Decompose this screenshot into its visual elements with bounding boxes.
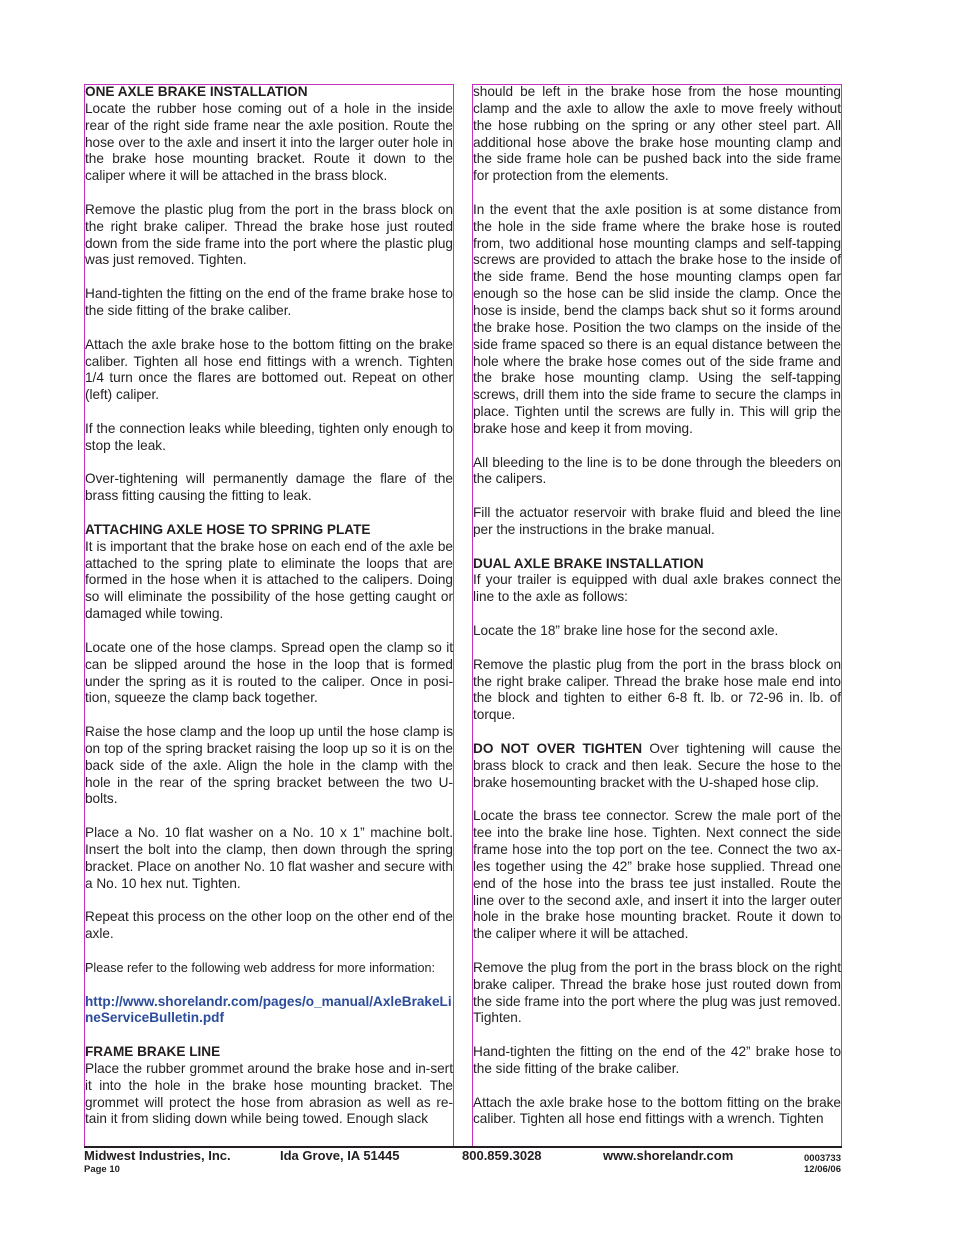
paragraph: In the event that the axle position is at some distance from the hole in the side frame where the brake hose is routed from, two additional hose mounting clamps and self-tapping screws are provided to attach the brake hose to the inside of the side frame. Bend the hose mounting clamps open far enough so the hose can be slid inside the clamp. Once the hose is inside, bend the clamps back shut so it forms around the brake hose. Position the two clamps on the inside of the side frame spaced so there is an equal distance between the hole where the brake hose comes out of the side frame and the brake hose mounting clamp. Using the self-tapping screws, drill them into the side frame to secure the clamps in place. Tighten until the screws are fully in. This will grip the brake hose and keep it from moving. — [473, 201, 841, 436]
paragraph: should be left in the brake hose from the hose mounting clamp and the axle to allow the axle to move freely without the hose rubbing on the spring or any other steel part. All additional hose above the brake hose mounting clamp and the side frame hole can be pushed back into the side frame for protection from the elements. — [473, 84, 841, 184]
paragraph: Locate one of the hose clamps. Spread open the clamp so it can be slipped around the hose in the loop that is formed under the spring as it is routed to the caliper. Once in posi-tion, squeeze the clamp back together. — [85, 639, 453, 706]
paragraph: Fill the actuator reservoir with brake fluid and bleed the line per the instructions in the brake manual. — [473, 505, 841, 537]
paragraph: It is important that the brake hose on each end of the axle be attached to the spring plate to eliminate the loops that are formed in the hose when it is attached to the calipers. Doing so will eliminate the possibility of the hose getting caught or damaged while towing. — [85, 538, 453, 622]
footer-date: 12/06/06 — [804, 1164, 841, 1175]
footer-city: Ida Grove, IA 51445 — [280, 1148, 400, 1163]
paragraph: Remove the plug from the port in the brass block on the right brake caliper. Thread the brake hose just routed down from the side frame into the port where the plug was just removed. Tighten. — [473, 959, 841, 1026]
paragraph: Attach the axle brake hose to the bottom fitting on the brake caliber. Tighten all hose end fittings with a wrench. Tighten 1/4 turn once the flares are bottomed out. Repeat on other (left) caliper. — [85, 336, 453, 403]
paragraph: Place a No. 10 flat washer on a No. 10 x 1” machine bolt. Insert the bolt into the clamp, then down through the spring bracket. Place on another No. 10 flat washer and secure with a No. 10 hex nut. Tighten. — [85, 825, 453, 891]
left-column — [84, 84, 454, 1146]
paragraph: If the connection leaks while bleeding, tighten only enough to stop the leak. — [85, 420, 453, 453]
footer-page-number: Page 10 — [84, 1164, 120, 1175]
paragraph: Hand-tighten the fitting on the end of the 42” brake hose to the side fitting of the brake caliber. — [473, 1044, 841, 1076]
dual-axle-heading: DUAL AXLE BRAKE INSTALLATION — [473, 555, 704, 571]
paragraph: Repeat this process on the other loop on the other end of the axle. — [85, 909, 453, 942]
footer-company: Midwest Industries, Inc. — [84, 1148, 231, 1163]
one-axle-heading: ONE AXLE BRAKE INSTALLATION — [85, 84, 308, 99]
paragraph: Over-tightening will permanently damage the flare of the brass fitting causing the fitting to leak. — [85, 471, 453, 504]
warning-paragraph — [473, 741, 841, 792]
paragraph: Hand-tighten the fitting on the end of the frame brake hose to the side fitting of the brake caliber. — [85, 286, 453, 318]
paragraph: If your trailer is equipped with dual axle brakes connect the line to the axle as follows: — [473, 572, 841, 605]
web-reference-note: Please refer to the following web address for more information: — [85, 960, 435, 975]
right-column — [472, 84, 842, 1146]
paragraph: Raise the hose clamp and the loop up until the hose clamp is on top of the spring bracket raising the loop up so it is on the back side of the axle. Align the hole in the clamp with the hole in the rear of the spring bracket between the two U-bolts. — [85, 724, 453, 807]
service-bulletin-link[interactable]: http://www.shorelandr.com/pages/o_manual/AxleBrakeLineServiceBulletin.pdf — [85, 993, 452, 1026]
paragraph: Locate the rubber hose coming out of a hole in the inside rear of the right side frame near the axle position. Route the hose over to the axle and insert it into the larger outer hole in the brake hose mounting bracket. Route it down to the caliper where it will be attached in the brass block. — [85, 100, 453, 184]
warning-label: DO NOT OVER TIGHTEN — [473, 740, 643, 756]
footer-website: www.shorelandr.com — [603, 1148, 734, 1163]
paragraph: Remove the plastic plug from the port in the brass block on the right brake caliper. Thread the brake hose male end into the block and tighten to either 6-8 ft. lb. or 72-96 in. lb. of torque. — [473, 656, 841, 723]
attaching-heading: ATTACHING AXLE HOSE TO SPRING PLATE — [85, 521, 371, 537]
paragraph: Locate the 18” brake line hose for the second axle. — [473, 623, 779, 638]
footer-phone: 800.859.3028 — [462, 1148, 542, 1163]
paragraph: All bleeding to the line is to be done through the bleeders on the calipers. — [473, 454, 841, 487]
paragraph: Locate the brass tee connector. Screw the male port of the tee into the brake line hose. Tighten. Next connect the side frame hose into the top port on the tee. Connect the two ax-les together using the 42” brake hose supplied. Thread one end of the hose into the brass tee just installed. Route the line over to the second axle, and insert it into the larger outer hole in the brake hose mounting bracket. Route it down to the caliper where it will be attached. — [473, 808, 841, 942]
paragraph: Place the rubber grommet around the brake hose and in-sert it into the hole in the brake hose mounting bracket. The grommet will protect the hose from abrasion as well as re-tain it from sliding down while being towed. Enough slack — [85, 1060, 453, 1127]
warning-text: Over tightening will cause the brass block to crack and then leak. Secure the hose to the brake hosemounting bracket with the U-shaped hose clip. — [473, 740, 841, 790]
paragraph: Attach the axle brake hose to the bottom fitting on the brake caliber. Tighten all hose end fittings with a wrench. Tighten — [473, 1094, 841, 1127]
paragraph: Remove the plastic plug from the port in the brass block on the right brake caliper. Thread the brake hose just routed down from the side frame into the port where the plastic plug was just removed. Tighten. — [85, 201, 453, 268]
frame-heading: FRAME BRAKE LINE — [85, 1044, 221, 1060]
footer-doc-number: 0003733 — [804, 1153, 841, 1164]
